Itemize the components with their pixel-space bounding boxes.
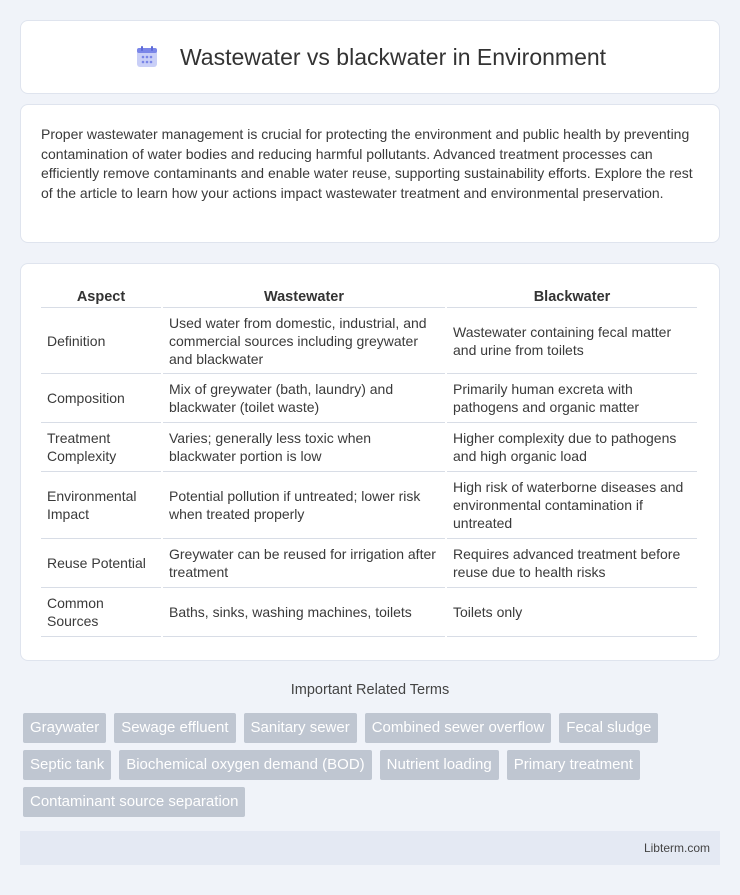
header-wastewater: Wastewater xyxy=(163,284,445,308)
cell-wastewater: Mix of greywater (bath, laundry) and blackwater (toilet waste) xyxy=(163,374,445,423)
intro-paragraph: Proper wastewater management is crucial for protecting the environment and public health by preventing contamination of water bodies and reducing harmful pollutants. Advanced treatment processes can efficiently remove contaminants and enable water reuse, supporting sustainability efforts. Explore the rest of the article to learn how your actions impact wastewater treatment and environmental preservation. xyxy=(41,126,693,201)
footer xyxy=(20,831,720,865)
cell-aspect: Reuse Potential xyxy=(41,539,161,588)
cell-blackwater: Wastewater containing fecal matter and urine from toilets xyxy=(447,308,697,374)
page-title: Wastewater vs blackwater in Environment xyxy=(179,43,607,70)
cell-wastewater: Potential pollution if untreated; lower risk when treated properly xyxy=(163,472,445,539)
cell-aspect: Composition xyxy=(41,374,161,423)
table-header-row xyxy=(41,284,697,308)
cell-aspect: Common Sources xyxy=(41,588,161,637)
tag-combined-sewer-overflow[interactable]: Combined sewer overflow xyxy=(365,713,552,743)
comparison-table xyxy=(39,284,699,637)
cell-blackwater: Primarily human excreta with pathogens and organic matter xyxy=(447,374,697,423)
header-card xyxy=(20,20,720,94)
cell-aspect: Definition xyxy=(41,308,161,374)
footer-site-link[interactable]: Libterm.com xyxy=(643,841,710,855)
cell-aspect: Environmental Impact xyxy=(41,472,161,539)
tag-bod[interactable]: Biochemical oxygen demand (BOD) xyxy=(119,750,371,780)
table-row xyxy=(41,588,697,637)
cell-aspect: Treatment Complexity xyxy=(41,423,161,472)
cell-wastewater: Greywater can be reused for irrigation after treatment xyxy=(163,539,445,588)
intro-card xyxy=(20,104,720,243)
calendar-grid-icon xyxy=(134,44,160,70)
tag-sanitary-sewer[interactable]: Sanitary sewer xyxy=(244,713,357,743)
tag-graywater[interactable]: Graywater xyxy=(23,713,106,743)
cell-wastewater: Baths, sinks, washing machines, toilets xyxy=(163,588,445,637)
related-terms-list xyxy=(23,713,713,817)
table-row xyxy=(41,374,697,423)
comparison-table-card xyxy=(20,263,720,661)
table-row xyxy=(41,423,697,472)
related-terms-title: Important Related Terms xyxy=(290,682,450,698)
tag-primary-treatment[interactable]: Primary treatment xyxy=(507,750,640,780)
tag-nutrient-loading[interactable]: Nutrient loading xyxy=(380,750,499,780)
tag-contaminant-source-separation[interactable]: Contaminant source separation xyxy=(23,787,245,817)
table-row xyxy=(41,472,697,539)
cell-wastewater: Used water from domestic, industrial, and commercial sources including greywater and blackwater xyxy=(163,308,445,374)
table-row xyxy=(41,539,697,588)
tag-septic-tank[interactable]: Septic tank xyxy=(23,750,111,780)
cell-blackwater: Requires advanced treatment before reuse due to health risks xyxy=(447,539,697,588)
cell-blackwater: High risk of waterborne diseases and environmental contamination if untreated xyxy=(447,472,697,539)
table-row xyxy=(41,308,697,374)
cell-blackwater: Toilets only xyxy=(447,588,697,637)
cell-wastewater: Varies; generally less toxic when blackwater portion is low xyxy=(163,423,445,472)
header-blackwater: Blackwater xyxy=(447,284,697,308)
tag-fecal-sludge[interactable]: Fecal sludge xyxy=(559,713,658,743)
cell-blackwater: Higher complexity due to pathogens and high organic load xyxy=(447,423,697,472)
header-aspect: Aspect xyxy=(41,284,161,308)
tag-sewage-effluent[interactable]: Sewage effluent xyxy=(114,713,235,743)
